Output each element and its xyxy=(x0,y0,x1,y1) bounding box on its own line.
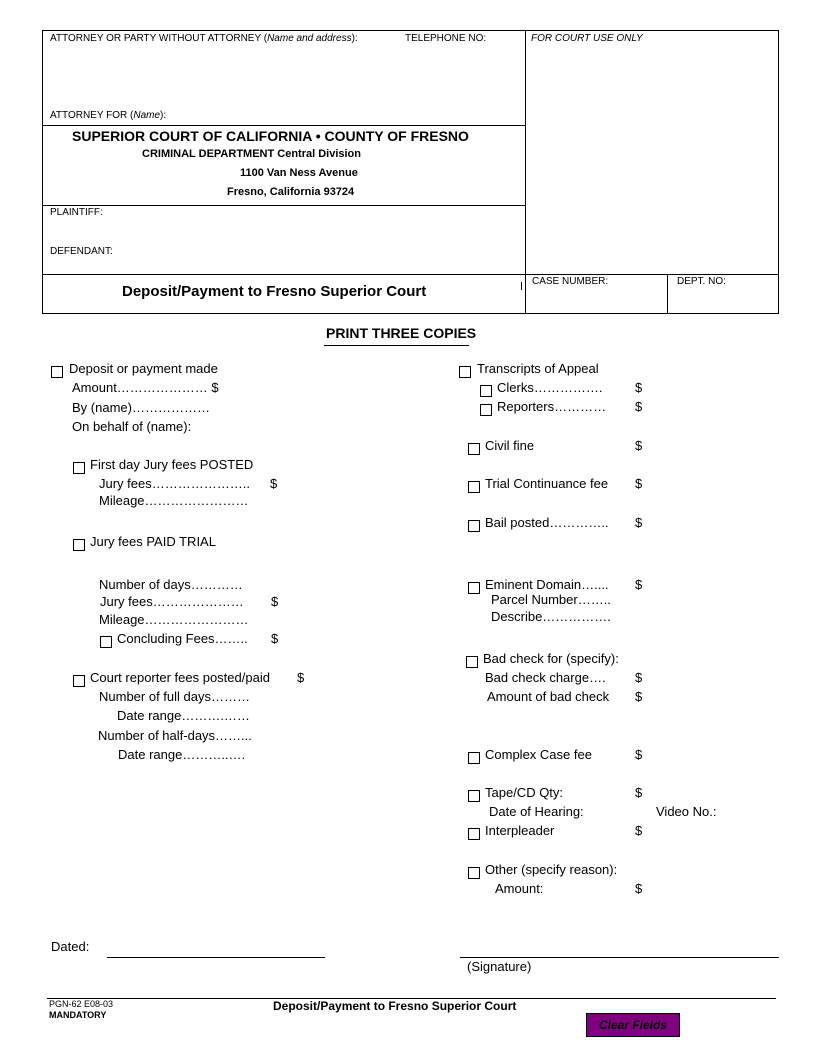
deposit-checkbox[interactable] xyxy=(51,366,63,378)
header-border-left xyxy=(42,30,43,314)
tape-cd-label: Tape/CD Qty: xyxy=(485,785,564,800)
print-notice: PRINT THREE COPIES xyxy=(326,325,477,341)
video-no-label: Video No.: xyxy=(656,804,717,819)
court-reporter-label: Court reporter fees posted/paid xyxy=(90,670,270,685)
clerks-dollar: $ xyxy=(635,380,643,395)
transcripts-label: Transcripts of Appeal xyxy=(477,361,599,376)
telephone-label: TELEPHONE NO: xyxy=(405,33,487,44)
bad-check-amount-label: Amount of bad check xyxy=(487,689,610,704)
mileage-2-label: Mileage…………………… xyxy=(99,612,249,627)
eminent-domain-dollar: $ xyxy=(635,577,643,592)
parties-section-divider xyxy=(42,274,779,275)
bad-check-charge-dollar: $ xyxy=(635,670,643,685)
header-border-bottom xyxy=(42,313,779,314)
plaintiff-label: PLAINTIFF: xyxy=(50,207,103,218)
tape-cd-checkbox[interactable] xyxy=(468,790,480,802)
transcripts-checkbox[interactable] xyxy=(459,366,471,378)
court-section-divider xyxy=(42,205,525,206)
court-department: CRIMINAL DEPARTMENT Central Division xyxy=(142,148,361,160)
reporters-checkbox[interactable] xyxy=(480,404,492,416)
jury-fees-2-label: Jury fees………………… xyxy=(100,594,244,609)
other-amount-label: Amount: xyxy=(495,881,544,896)
footer-title: Deposit/Payment to Fresno Superior Court xyxy=(273,999,517,1013)
mandatory-label: MANDATORY xyxy=(49,1010,107,1020)
first-day-jury-label: First day Jury fees POSTED xyxy=(90,457,254,472)
jury-fees-2-dollar: $ xyxy=(271,594,279,609)
form-code: PGN-62 E08-03 xyxy=(49,999,114,1009)
clerks-label: Clerks……………. xyxy=(497,380,603,395)
clear-fields-button[interactable]: Clear Fields xyxy=(586,1013,680,1037)
dept-no-label: DEPT. NO: xyxy=(677,276,726,287)
jury-fees-label: Jury fees………………….. xyxy=(99,476,250,491)
civil-fine-label: Civil fine xyxy=(485,438,535,453)
bail-posted-checkbox[interactable] xyxy=(468,520,480,532)
interpleader-checkbox[interactable] xyxy=(468,828,480,840)
bad-check-label: Bad check for (specify): xyxy=(483,651,619,666)
amount-label: Amount………………… $ xyxy=(72,380,219,395)
signature-label: (Signature) xyxy=(467,959,532,974)
dated-label: Dated: xyxy=(51,939,90,954)
jury-paid-trial-label: Jury fees PAID TRIAL xyxy=(90,534,216,549)
attorney-section-divider xyxy=(42,125,525,126)
court-address-line2: Fresno, California 93724 xyxy=(227,186,355,198)
complex-case-checkbox[interactable] xyxy=(468,752,480,764)
jury-fees-dollar: $ xyxy=(270,476,278,491)
court-reporter-checkbox[interactable] xyxy=(73,675,85,687)
court-use-label: FOR COURT USE ONLY xyxy=(531,33,643,44)
attorney-for-label: ATTORNEY FOR (Name): xyxy=(50,110,167,121)
concluding-fees-label: Concluding Fees…….. xyxy=(117,631,248,646)
complex-case-label: Complex Case fee xyxy=(485,747,592,762)
form-title: Deposit/Payment to Fresno Superior Court xyxy=(122,283,427,300)
bail-posted-dollar: $ xyxy=(635,515,643,530)
by-name-label: By (name)……………… xyxy=(72,400,210,415)
full-days-label: Number of full days……… xyxy=(99,689,250,704)
parcel-number-label: Parcel Number…….. xyxy=(491,592,611,607)
interpleader-label: Interpleader xyxy=(485,823,555,838)
court-name: SUPERIOR COURT OF CALIFORNIA • COUNTY OF FRESNO xyxy=(72,128,469,144)
case-dept-divider xyxy=(667,274,668,314)
print-notice-underline xyxy=(324,345,469,346)
eminent-domain-checkbox[interactable] xyxy=(468,582,480,594)
court-reporter-dollar: $ xyxy=(297,670,305,685)
other-label: Other (specify reason): xyxy=(485,862,618,877)
bad-check-charge-label: Bad check charge…. xyxy=(485,670,606,685)
interpleader-dollar: $ xyxy=(635,823,643,838)
header-border-right xyxy=(778,30,779,314)
signature-line xyxy=(460,957,779,958)
other-checkbox[interactable] xyxy=(468,867,480,879)
concluding-fees-dollar: $ xyxy=(271,631,279,646)
mileage-label: Mileage…………………… xyxy=(99,493,249,508)
trial-continuance-dollar: $ xyxy=(635,476,643,491)
half-days-label: Number of half-days……... xyxy=(98,728,252,743)
number-of-days-label: Number of days………… xyxy=(99,577,243,592)
defendant-label: DEFENDANT: xyxy=(50,246,113,257)
header-border-top xyxy=(42,30,779,31)
concluding-fees-checkbox[interactable] xyxy=(100,636,112,648)
tape-cd-dollar: $ xyxy=(635,785,643,800)
other-amount-dollar: $ xyxy=(635,881,643,896)
clerks-checkbox[interactable] xyxy=(480,385,492,397)
bad-check-checkbox[interactable] xyxy=(466,656,478,668)
trial-continuance-label: Trial Continuance fee xyxy=(485,476,609,491)
case-number-label: CASE NUMBER: xyxy=(532,276,609,287)
civil-fine-dollar: $ xyxy=(635,438,643,453)
attorney-label: ATTORNEY OR PARTY WITHOUT ATTORNEY (Name and address): xyxy=(50,33,358,44)
date-range-1-label: Date range……….…… xyxy=(117,708,250,723)
complex-case-dollar: $ xyxy=(635,747,643,762)
tick-left xyxy=(42,276,43,290)
date-range-2-label: Date range………..…. xyxy=(118,747,246,762)
header-divider-vertical xyxy=(525,30,526,314)
date-of-hearing-label: Date of Hearing: xyxy=(489,804,584,819)
jury-paid-trial-checkbox[interactable] xyxy=(73,539,85,551)
bad-check-amount-dollar: $ xyxy=(635,689,643,704)
tick-mid xyxy=(521,282,522,290)
behalf-label: On behalf of (name): xyxy=(72,419,192,434)
court-address-line1: 1100 Van Ness Avenue xyxy=(240,167,358,179)
reporters-dollar: $ xyxy=(635,399,643,414)
reporters-label: Reporters………… xyxy=(497,399,607,414)
describe-label: Describe……………. xyxy=(491,609,611,624)
first-day-jury-checkbox[interactable] xyxy=(73,462,85,474)
bail-posted-label: Bail posted………….. xyxy=(485,515,609,530)
eminent-domain-label: Eminent Domain….... xyxy=(485,577,609,592)
dated-line xyxy=(107,957,325,958)
deposit-label: Deposit or payment made xyxy=(69,361,218,376)
trial-continuance-checkbox[interactable] xyxy=(468,481,480,493)
civil-fine-checkbox[interactable] xyxy=(468,443,480,455)
